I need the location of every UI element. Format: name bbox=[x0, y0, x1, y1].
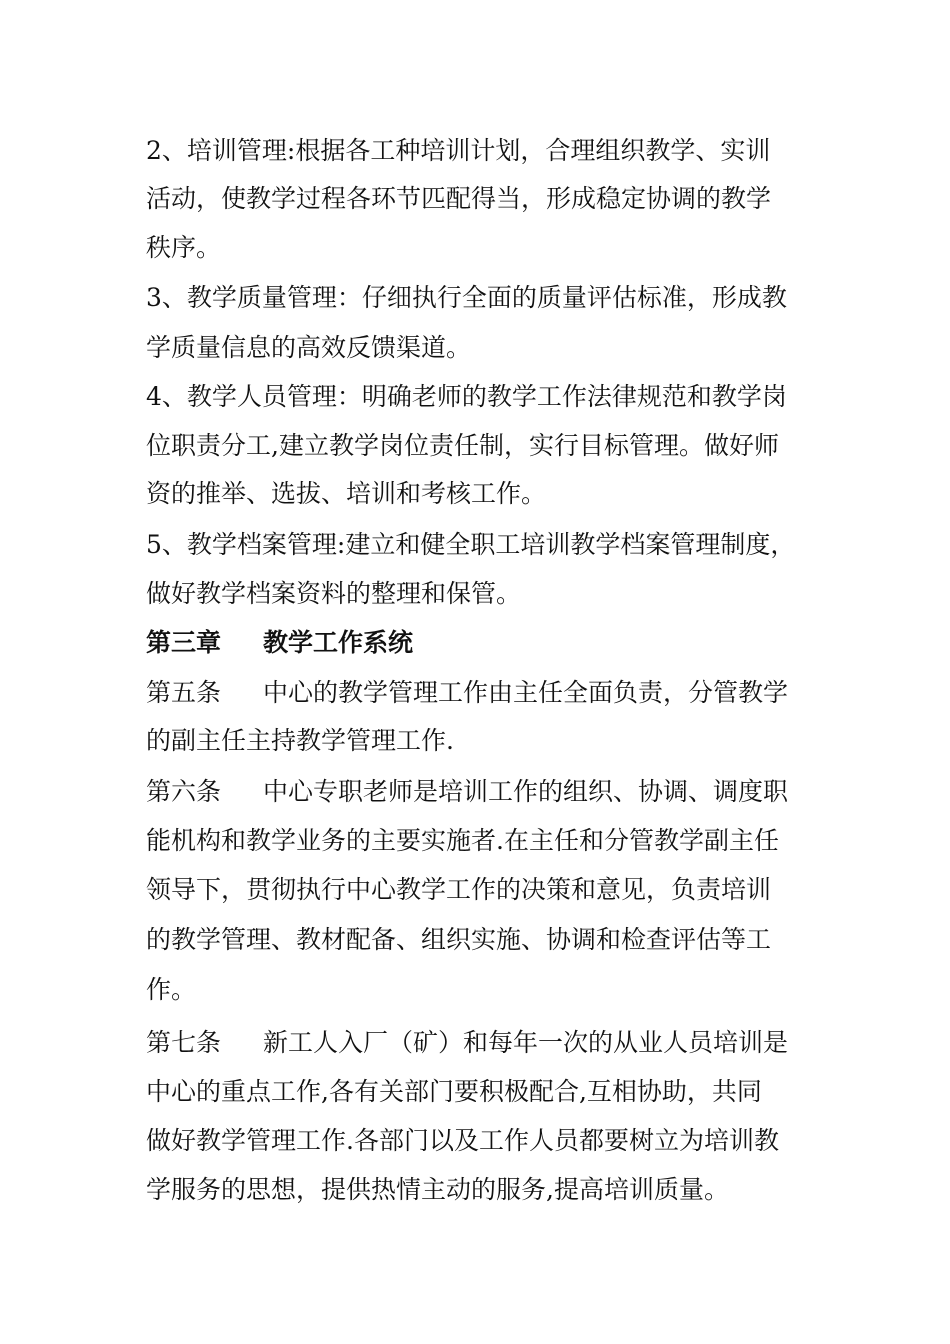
article-5-line-2: 的副主任主持教学管理工作. bbox=[146, 726, 454, 755]
chapter-heading bbox=[146, 623, 806, 663]
paragraph-training-management-line-1: 2、培训管理:根据各工种培训计划，合理组织教学、实训 bbox=[146, 136, 771, 165]
article-5-text: 中心的教学管理工作由主任全面负责，分管教学 bbox=[263, 678, 789, 707]
paragraph-training-management-line-3: 秩序。 bbox=[146, 233, 222, 262]
article-7-label: 第七条 bbox=[146, 1028, 222, 1057]
article-6-line-5: 作。 bbox=[146, 975, 197, 1004]
paragraph-archive-management-line-1: 5、教学档案管理:建立和健全职工培训教学档案管理制度， bbox=[146, 530, 796, 559]
chapter-title: 教学工作系统 bbox=[263, 628, 414, 657]
article-6-line-1 bbox=[146, 772, 806, 812]
paragraph-archive-management-line-2: 做好教学档案资料的整理和保管。 bbox=[146, 579, 522, 608]
paragraph-staff-management-line-3: 资的推举、选拔、培训和考核工作。 bbox=[146, 479, 547, 508]
paragraph-quality-management-line-2: 学质量信息的高效反馈渠道。 bbox=[146, 333, 472, 362]
article-7-line-1 bbox=[146, 1023, 806, 1063]
paragraph-staff-management-line-1: 4、教学人员管理：明确老师的教学工作法律规范和教学岗 bbox=[146, 382, 787, 411]
article-6-line-3: 领导下，贯彻执行中心教学工作的决策和意见，负责培训 bbox=[146, 875, 772, 904]
paragraph-quality-management-line-1: 3、教学质量管理：仔细执行全面的质量评估标准，形成教 bbox=[146, 283, 787, 312]
article-6-label: 第六条 bbox=[146, 777, 222, 806]
article-7-line-3: 做好教学管理工作.各部门以及工作人员都要树立为培训教 bbox=[146, 1126, 779, 1155]
paragraph-training-management-line-2: 活动，使教学过程各环节匹配得当，形成稳定协调的教学 bbox=[146, 184, 772, 213]
chapter-number: 第三章 bbox=[146, 628, 222, 657]
article-7-line-4: 学服务的思想，提供热情主动的服务,提高培训质量。 bbox=[146, 1175, 729, 1204]
article-6-line-4: 的教学管理、教材配备、组织实施、协调和检查评估等工 bbox=[146, 925, 772, 954]
article-7-text: 新工人入厂（矿）和每年一次的从业人员培训是 bbox=[263, 1028, 789, 1057]
article-5-label: 第五条 bbox=[146, 678, 222, 707]
paragraph-staff-management-line-2: 位职责分工,建立教学岗位责任制，实行目标管理。做好师 bbox=[146, 431, 779, 460]
article-6-text: 中心专职老师是培训工作的组织、协调、调度职 bbox=[263, 777, 789, 806]
article-5-line-1 bbox=[146, 673, 806, 713]
article-7-line-2: 中心的重点工作,各有关部门要积极配合,互相协助，共同 bbox=[146, 1077, 762, 1106]
article-6-line-2: 能机构和教学业务的主要实施者.在主任和分管教学副主任 bbox=[146, 826, 779, 855]
